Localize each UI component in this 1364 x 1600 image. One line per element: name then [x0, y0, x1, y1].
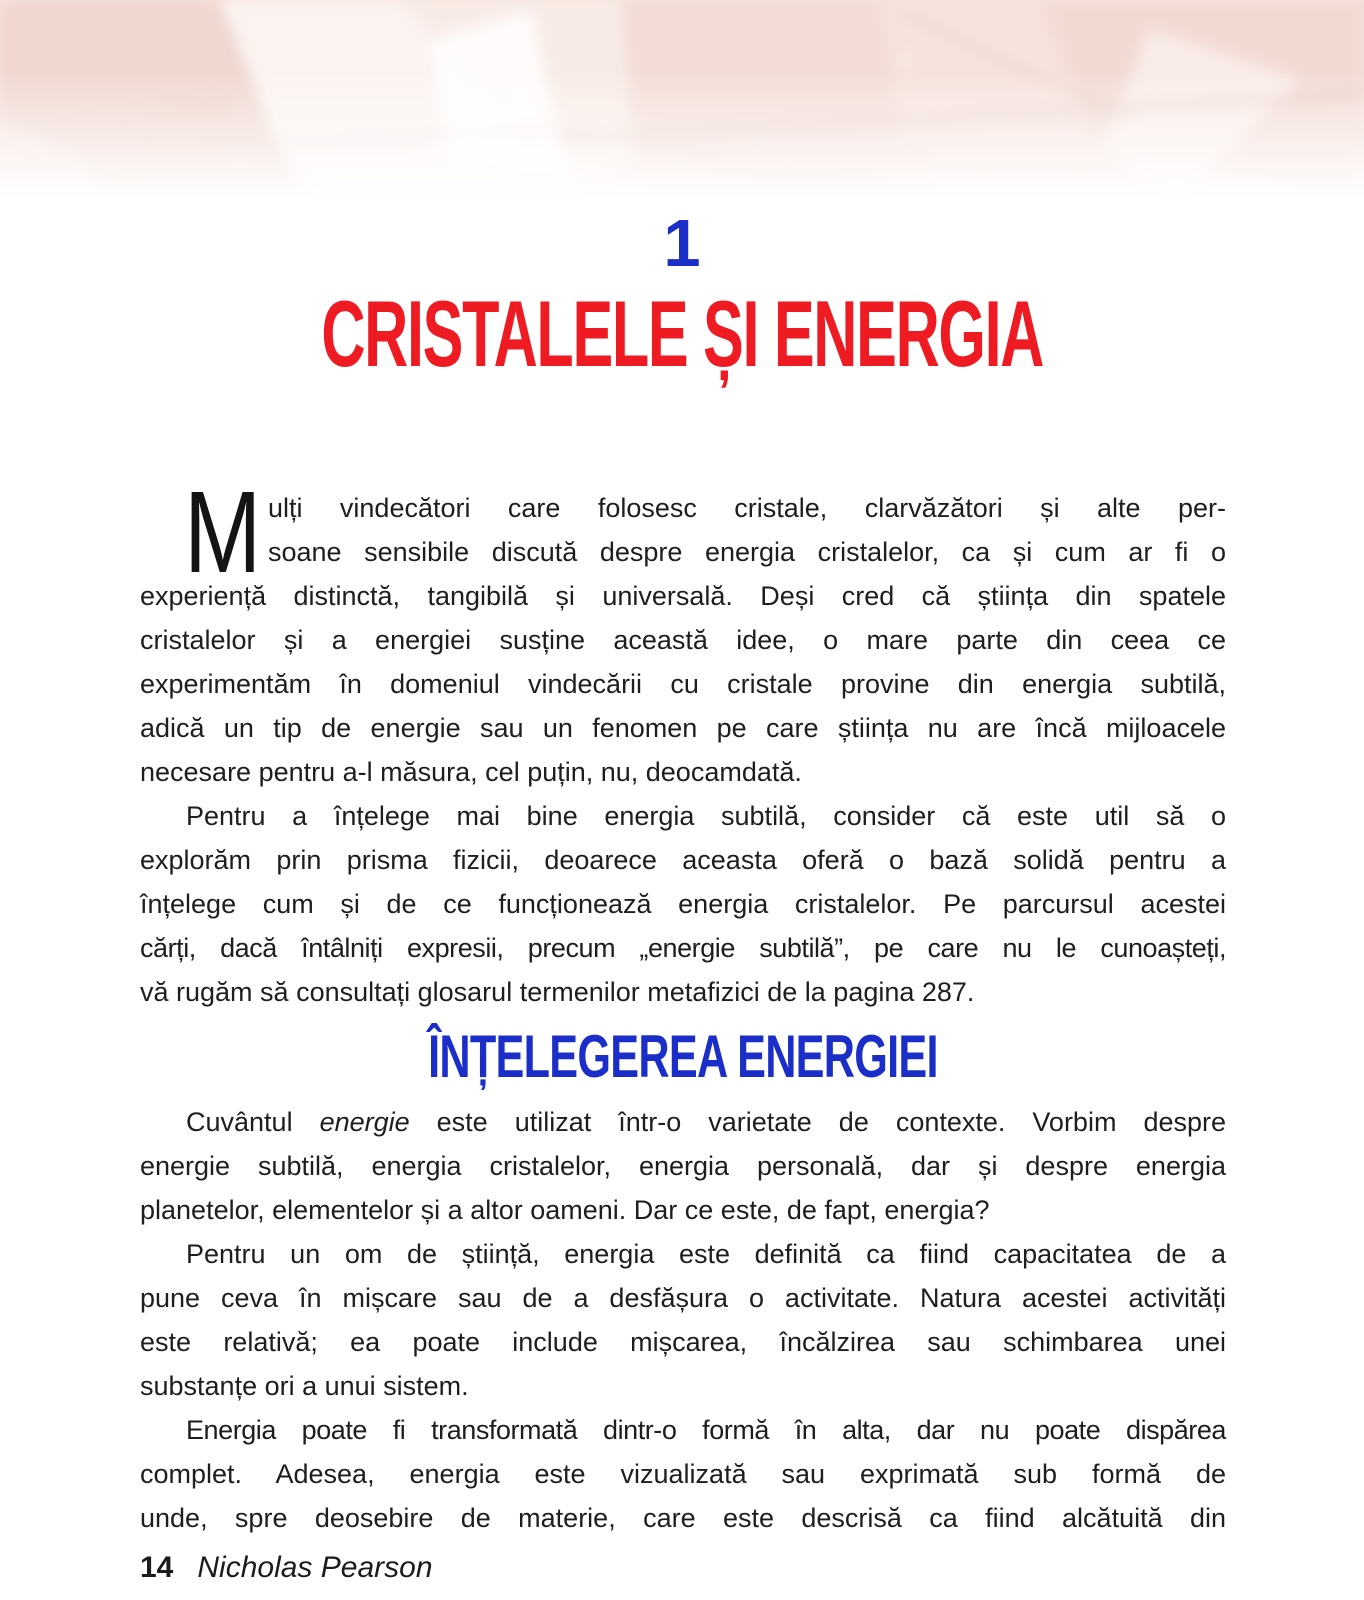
text-line: planetelor, elementelor și a altor oameni. Dar ce este, de fapt, energia? — [140, 1195, 990, 1225]
text-line: Pentru un om de știință, energia este definită ca fiind capacitatea de a — [186, 1239, 1226, 1269]
text-line: Energia poate fi transformată dintr-o formă în alta, dar nu poate dispărea — [186, 1415, 1226, 1445]
page-number: 14 — [140, 1551, 174, 1584]
body-paragraph — [140, 1232, 1226, 1408]
rose-quartz-texture — [0, 0, 1364, 200]
body-paragraph — [140, 1408, 1226, 1540]
text-segment: Cuvântul — [186, 1107, 320, 1137]
text-line: Pentru a înțelege mai bine energia subtilă, consider că este util să o — [186, 801, 1226, 831]
body-paragraph — [140, 467, 1226, 794]
section-heading — [140, 1024, 1226, 1092]
text-line: vă rugăm să consultați glosarul termenilor metafizici de la pagina 287. — [140, 977, 975, 1007]
text-line: unde, spre deosebire de materie, care este descrisă ca fiind alcătuită din — [140, 1503, 1226, 1533]
text-line: soane sensibile discută despre energia cristalelor, ca și cum ar fi o — [268, 537, 1226, 567]
body-text — [140, 467, 1226, 1540]
text-line: complet. Adesea, energia este vizualizată sau exprimată sub formă de — [140, 1459, 1226, 1489]
text-line: adică un tip de energie sau un fenomen pe care știința nu are încă mijloacele — [140, 713, 1226, 743]
body-paragraph — [140, 794, 1226, 1014]
text-line: experiență distinctă, tangibilă și universală. Deși cred că știința din spatele — [140, 581, 1226, 611]
body-paragraph — [140, 1100, 1226, 1232]
chapter-number: 1 — [663, 206, 701, 281]
text-line: cristalelor și a energiei susține această idee, o mare parte din ceea ce — [140, 625, 1226, 655]
chapter-title-text: CRISTALELE ȘI ENERGIA — [321, 281, 1043, 386]
running-author: Nicholas Pearson — [197, 1551, 433, 1584]
text-line: înțelege cum și de ce funcționează energia cristalelor. Pe parcursul acestei — [140, 889, 1226, 919]
text-line: este relativă; ea poate include mișcarea, încălzirea sau schimbarea unei — [140, 1327, 1226, 1357]
chapter-title — [0, 281, 1364, 386]
drop-cap: M — [184, 467, 262, 597]
text-line — [140, 1100, 1226, 1144]
intro-paragraphs — [140, 467, 1226, 1014]
energy-paragraphs — [140, 1100, 1226, 1540]
text-line: necesare pentru a-l măsura, cel puțin, nu, deocamdată. — [140, 757, 802, 787]
text-line: energie subtilă, energia cristalelor, energia personală, dar și despre energia — [140, 1151, 1226, 1181]
italic-term: energie — [319, 1107, 410, 1137]
section-heading-text: ÎNȚELEGEREA ENERGIEI — [428, 1023, 938, 1090]
text-line: experimentăm în domeniul vindecării cu cristale provine din energia subtilă, — [140, 669, 1226, 699]
chapter-header-image — [0, 0, 1364, 200]
text-segment: este utilizat într-o varietate de contexte. Vorbim despre — [409, 1107, 1226, 1137]
text-line: explorăm prin prisma fizicii, deoarece aceasta oferă o bază solidă pentru a — [140, 845, 1226, 875]
text-line: substanțe ori a unui sistem. — [140, 1371, 469, 1401]
text-line: ulți vindecători care folosesc cristale, clarvăzători și alte per- — [268, 493, 1226, 523]
page-footer — [140, 1550, 433, 1586]
text-line: cărți, dacă întâlniți expresii, precum „energie subtilă”, pe care nu le cunoașteți, — [140, 933, 1226, 963]
text-line: pune ceva în mișcare sau de a desfășura o activitate. Natura acestei activități — [140, 1283, 1226, 1313]
